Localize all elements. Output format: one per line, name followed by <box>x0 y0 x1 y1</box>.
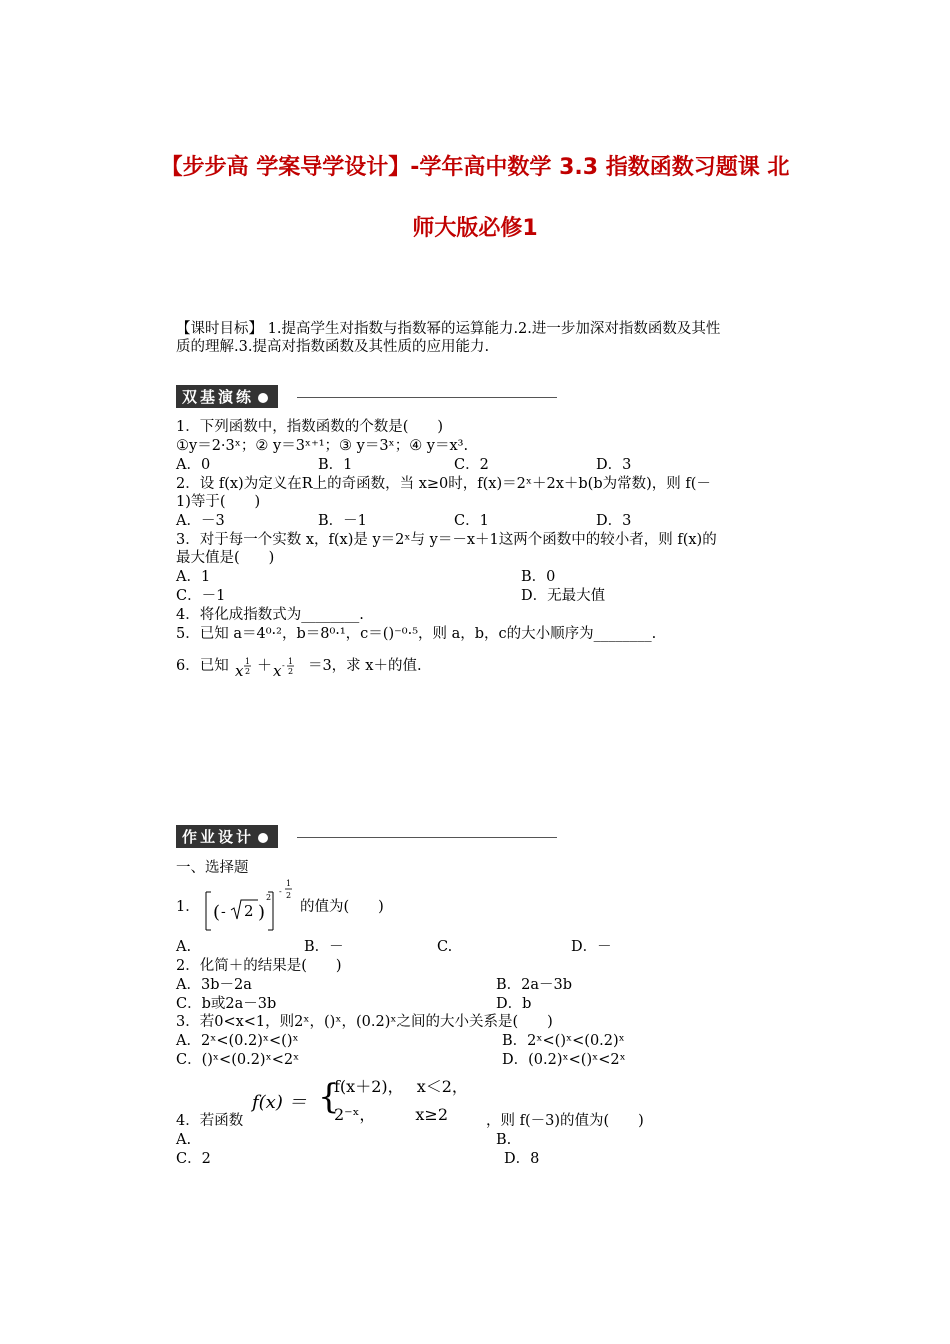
hw-q4-case2: 2⁻ˣ， x≥2 <box>334 1105 449 1124</box>
q1-option-b: B．1 <box>318 457 353 473</box>
q6-prefix: 6．已知 <box>176 658 229 674</box>
hw-q2-option-b: B．2a－3b <box>496 977 573 993</box>
svg-text:2: 2 <box>288 667 294 676</box>
q3-option-b: B．0 <box>521 569 556 585</box>
hw-q2-option-a: A．3b－2a <box>176 977 252 993</box>
hw-q4-suffix: ，则 f(－3)的值为( ) <box>486 1113 644 1129</box>
doc-title-line1: 【步步高 学案导学设计】-学年高中数学 3.3 指数函数习题课 北 <box>160 155 790 180</box>
q2-option-a: A．－3 <box>176 513 225 529</box>
choice-heading: 一、选择题 <box>176 860 249 876</box>
q2-option-d: D．3 <box>596 513 632 529</box>
hw-q2-option-d: D．b <box>496 996 532 1012</box>
svg-text:2: 2 <box>244 902 254 920</box>
q2-option-c: C．1 <box>454 513 489 529</box>
hw-q3-option-a: A．2ˣ<(0.2)ˣ<()ˣ <box>176 1033 299 1049</box>
hw-q1-suffix: 的值为( ) <box>300 899 384 915</box>
section-header-basic-practice <box>176 386 278 407</box>
svg-text:): ) <box>258 902 266 923</box>
q5-stem: 5．已知 a＝4⁰·²，b＝8⁰·¹，c＝()⁻⁰·⁵，则 a，b，c的大小顺序为________. <box>176 626 657 642</box>
svg-text:-: - <box>221 904 226 920</box>
q1-option-a: A．0 <box>176 457 211 473</box>
section-label: 双基演练 <box>176 385 278 408</box>
hw-q1-number: 1． <box>176 899 200 915</box>
q6-formula-icon <box>233 652 303 680</box>
hw-q4-fx-label: f(x) ＝ <box>252 1092 307 1113</box>
q1-option-d: D．3 <box>596 457 632 473</box>
hw-q4-prefix: 4．若函数 <box>176 1113 244 1129</box>
section-divider <box>297 397 557 398</box>
svg-text:1: 1 <box>288 657 294 666</box>
hw-q3-option-b: B．2ˣ<()ˣ<(0.2)ˣ <box>502 1033 625 1049</box>
svg-text:x: x <box>235 662 244 680</box>
hw-q2-option-c: C．b或2a－3b <box>176 996 277 1012</box>
svg-text:-: - <box>282 661 286 670</box>
q3-option-a: A．1 <box>176 569 211 585</box>
q1-items: ①y＝2·3ˣ；② y＝3ˣ⁺¹；③ y＝3ˣ；④ y＝x³. <box>176 438 469 454</box>
doc-title-line2: 师大版必修1 <box>412 216 538 241</box>
hw-q1-option-b: B．－ <box>304 939 344 955</box>
svg-text:1: 1 <box>286 879 292 888</box>
svg-text:2: 2 <box>286 891 292 900</box>
hw-q1-option-a: A. <box>176 939 192 955</box>
q1-option-c: C．2 <box>454 457 489 473</box>
q6-suffix: ＝3，求 x＋的值. <box>307 658 422 674</box>
hw-q4-option-d: D．8 <box>504 1151 540 1167</box>
hw-q4-brace-icon: { <box>318 1077 340 1117</box>
q2-stem-line1: 2．设 f(x)为定义在R上的奇函数，当 x≥0时，f(x)＝2ˣ＋2x＋b(b为常数)，则 f(－ <box>176 476 711 492</box>
hw-q3-option-d: D．(0.2)ˣ<()ˣ<2ˣ <box>502 1052 626 1068</box>
objectives-line1: 【课时目标】 1.提高学生对指数与指数幂的运算能力.2.进一步加深对指数函数及其性 <box>176 321 721 337</box>
svg-text:2: 2 <box>266 893 272 902</box>
section-header-homework <box>176 826 278 847</box>
hw-q1-option-c: C. <box>437 939 453 955</box>
svg-text:2: 2 <box>245 667 251 676</box>
svg-text:(: ( <box>213 902 221 923</box>
q1-stem: 1．下列函数中，指数函数的个数是( ) <box>176 419 444 435</box>
q6-stem <box>176 652 422 680</box>
hw-q1-formula-icon <box>200 876 300 936</box>
q2-option-b: B．－1 <box>318 513 367 529</box>
hw-q2-stem: 2．化简＋的结果是( ) <box>176 958 342 974</box>
hw-q1-option-d: D．－ <box>571 939 612 955</box>
hw-q4-option-a: A. <box>176 1132 192 1148</box>
hw-q4-piecewise-formula <box>252 1070 492 1130</box>
section-divider <box>297 837 557 838</box>
q2-stem-line2: 1)等于( ) <box>176 494 261 510</box>
q3-stem-line1: 3．对于每一个实数 x，f(x)是 y＝2ˣ与 y＝－x＋1这两个函数中的较小者，则 f(x)的 <box>176 532 717 548</box>
bullet-dot-icon <box>258 393 268 403</box>
hw-q3-option-c: C．()ˣ<(0.2)ˣ<2ˣ <box>176 1052 300 1068</box>
hw-q4-case1: f(x＋2)， x＜2， <box>334 1077 468 1096</box>
hw-q4-option-b: B. <box>496 1132 512 1148</box>
section-label: 作业设计 <box>176 825 278 848</box>
hw-q4-option-c: C．2 <box>176 1151 211 1167</box>
svg-text:＋: ＋ <box>257 656 273 674</box>
hw-q3-stem: 3．若0<x<1，则2ˣ，()ˣ，(0.2)ˣ之间的大小关系是( ) <box>176 1014 553 1030</box>
svg-text:-: - <box>279 887 282 896</box>
q3-option-d: D．无最大值 <box>521 588 606 604</box>
bullet-dot-icon <box>258 833 268 843</box>
q3-stem-line2: 最大值是( ) <box>176 550 275 566</box>
objectives-line2: 质的理解.3.提高对指数函数及其性质的应用能力. <box>176 339 490 355</box>
q3-option-c: C．－1 <box>176 588 226 604</box>
svg-text:x: x <box>273 662 282 680</box>
svg-text:1: 1 <box>245 657 251 666</box>
q4-stem: 4．将化成指数式为________. <box>176 607 364 623</box>
